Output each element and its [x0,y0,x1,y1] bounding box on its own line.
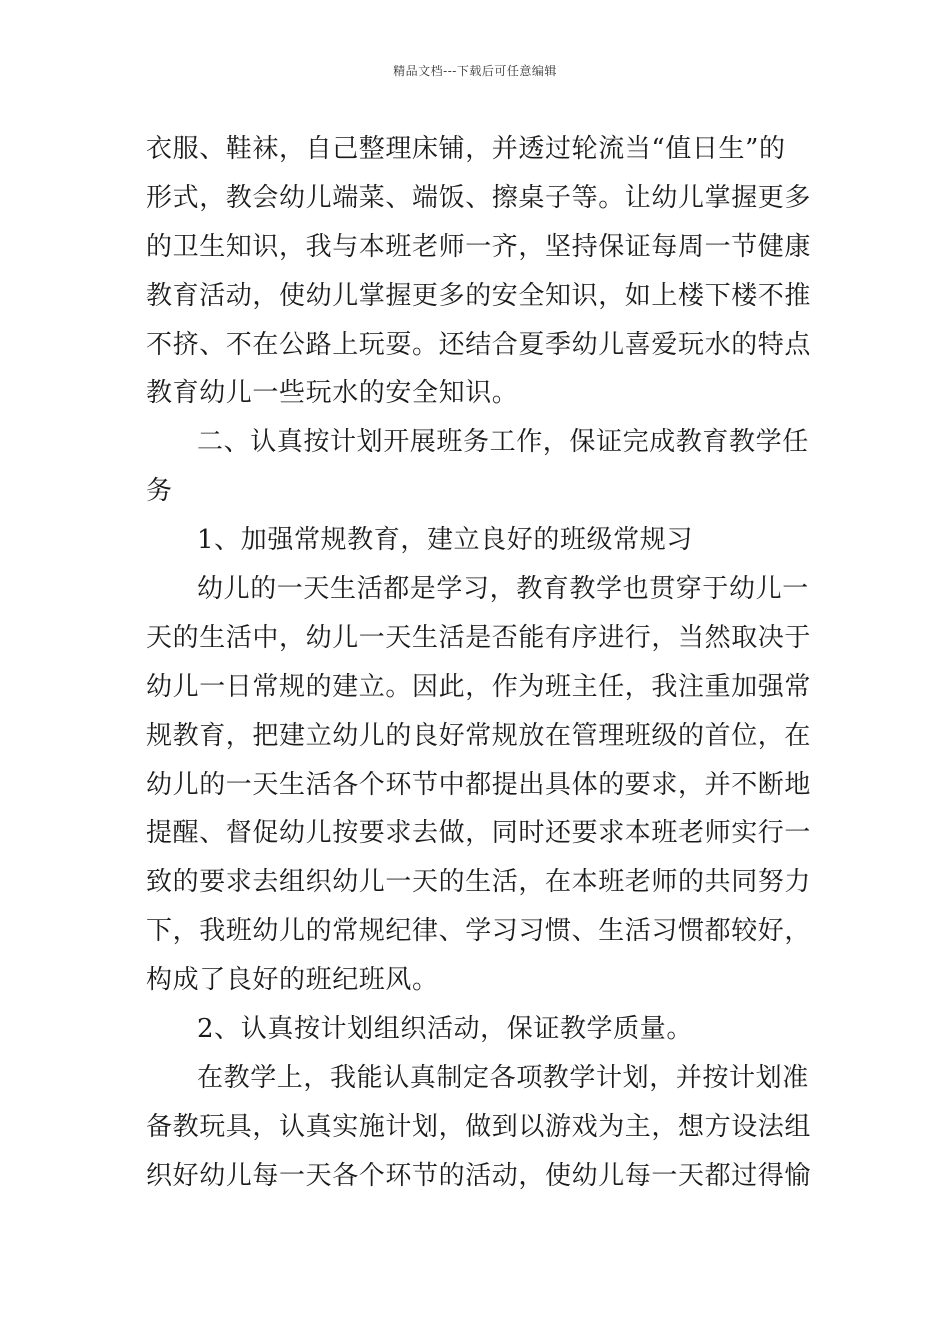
text-line: 织好幼儿每一天各个环节的活动，使幼儿每一天都过得愉 [146,1160,812,1191]
text-line: 下，我班幼儿的常规纪律、学习习惯、生活习惯都较好， [146,916,812,947]
text-line: 幼儿一日常规的建立。因此，作为班主任，我注重加强常 [146,671,812,702]
text-line: 形式，教会幼儿端菜、端饭、擦桌子等。让幼儿掌握更多 [146,182,812,213]
text-line: 天的生活中，幼儿一天生活是否能有序进行，当然取决于 [146,622,812,653]
text-line: 提醒、督促幼儿按要求去做，同时还要求本班老师实行一 [146,818,812,849]
text-line: 1、加强常规教育，建立良好的班级常规习 [197,525,693,556]
document-body [146,125,812,1201]
text-line: 教育幼儿一些玩水的安全知识。 [146,378,519,409]
text-line: 幼儿的一天生活各个环节中都提出具体的要求，并不断地 [146,769,812,800]
text-line: 幼儿的一天生活都是学习，教育教学也贯穿于幼儿一 [197,574,809,605]
text-line: 构成了良好的班纪班风。 [146,965,439,996]
text-line: 在教学上，我能认真制定各项教学计划，并按计划准 [197,1062,809,1093]
text-line: 不挤、不在公路上玩耍。还结合夏季幼儿喜爱玩水的特点 [146,329,812,360]
text-line: 2、认真按计划组织活动，保证教学质量。 [197,1014,693,1045]
text-line: 备教玩具，认真实施计划，做到以游戏为主，想方设法组 [146,1111,812,1142]
text-line: 务 [146,476,173,507]
text-line: 的卫生知识，我与本班老师一齐，坚持保证每周一节健康 [146,231,812,262]
page-header: 精品文档---下载后可任意编辑 [393,64,557,78]
text-line: 二、认真按计划开展班务工作，保证完成教育教学任 [197,427,809,458]
text-line: 教育活动，使幼儿掌握更多的安全知识，如上楼下楼不推 [146,280,812,311]
text-line: 规教育，把建立幼儿的良好常规放在管理班级的首位，在 [146,720,812,751]
text-line: 致的要求去组织幼儿一天的生活，在本班老师的共同努力 [146,867,812,898]
text-line: 衣服、鞋袜，自己整理床铺，并透过轮流当“值日生”的 [146,134,786,164]
